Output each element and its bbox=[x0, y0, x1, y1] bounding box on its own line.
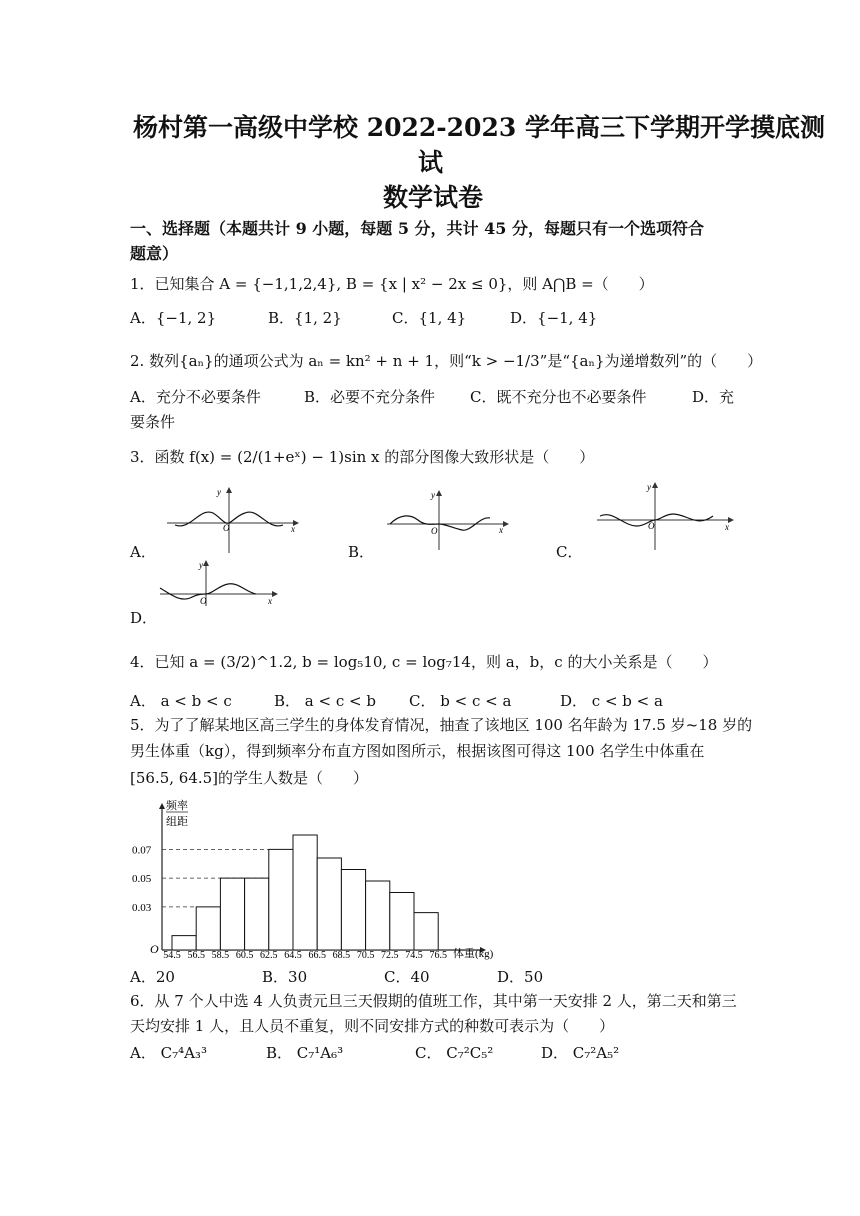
q1-stem: 1．已知集合 A = {−1,1,2,4}, B = {x | x² − 2x ≤ 0}，则 A⋂B =（ ） bbox=[130, 275, 654, 293]
q2-option-d: D．充 bbox=[692, 388, 735, 406]
histogram-y-tick: 0.07 bbox=[132, 844, 152, 857]
q5-option-a: A．20 bbox=[130, 968, 175, 986]
histogram-ylabel-bottom: 组距 bbox=[166, 816, 188, 828]
histogram-x-tick: 68.5 bbox=[332, 950, 351, 961]
q4-option-a: A． a < b < c bbox=[130, 692, 232, 710]
histogram-x-tick: 66.5 bbox=[308, 950, 326, 961]
q1-option-b: B．{1, 2} bbox=[268, 309, 342, 327]
histogram-bar bbox=[220, 878, 244, 950]
section-heading-cont: 题意） bbox=[130, 244, 179, 263]
q3-a-origin: O bbox=[223, 523, 230, 533]
subtitle: 数学试卷 bbox=[383, 183, 484, 212]
histogram-bar bbox=[172, 936, 196, 950]
histogram-origin: O bbox=[150, 942, 159, 956]
q3-c-y-label: y bbox=[647, 482, 651, 492]
q3-d-origin: O bbox=[200, 596, 207, 606]
q3-d-curve bbox=[160, 584, 256, 599]
q3-option-b: B． bbox=[348, 543, 375, 561]
q3-d-x-label: x bbox=[268, 596, 272, 606]
q6-line-2: 天均安排 1 人，且人员不重复，则不同安排方式的种数可表示为（ ） bbox=[130, 1017, 615, 1035]
histogram-y-tick: 0.05 bbox=[132, 873, 152, 886]
q2-option-a: A．充分不必要条件 bbox=[130, 388, 261, 406]
q5-line-1: 5．为了了解某地区高三学生的身体发育情况，抽查了该地区 100 名年龄为 17.5 岁~18 岁的 bbox=[130, 716, 753, 734]
q6-option-a: A． C₇⁴A₃³ bbox=[130, 1044, 207, 1062]
q2-stem: 2. 数列{aₙ}的通项公式为 aₙ = kn² + n + 1，则“k > −1/3”是“{aₙ}为递增数列”的（ ） bbox=[130, 352, 763, 370]
histogram-x-tick: 74.5 bbox=[405, 950, 423, 961]
q3-b-curve bbox=[390, 516, 490, 530]
histogram-x-tick: 56.5 bbox=[187, 950, 205, 961]
q3-b-origin: O bbox=[431, 526, 438, 536]
q3-b-y-label: y bbox=[431, 490, 435, 500]
q2-option-d-cont: 要条件 bbox=[130, 413, 176, 431]
q3-graph-b bbox=[385, 488, 510, 553]
q6-option-d: D． C₇²A₅² bbox=[541, 1044, 620, 1062]
histogram-bar bbox=[366, 881, 390, 950]
histogram-bar bbox=[269, 849, 293, 950]
q3-b-x-label: x bbox=[499, 525, 503, 535]
q3-option-c: C． bbox=[556, 543, 583, 561]
q1-option-a: A．{−1, 2} bbox=[130, 309, 217, 327]
q3-stem: 3．函数 f(x) = (2/(1+eˣ) − 1)sin x 的部分图像大致形状是（ ） bbox=[130, 448, 595, 466]
histogram-x-tick: 70.5 bbox=[356, 950, 375, 961]
histogram-x-tick: 76.5 bbox=[429, 950, 447, 961]
histogram-ylabel-top: 频率 bbox=[166, 800, 188, 812]
q5-option-b: B．30 bbox=[262, 968, 308, 986]
title-line-2: 试 bbox=[418, 148, 444, 177]
q2-option-c: C．既不充分也不必要条件 bbox=[470, 388, 647, 406]
q3-graph-d bbox=[158, 558, 280, 608]
histogram-bar bbox=[317, 858, 341, 950]
q1-option-d: D．{−1, 4} bbox=[510, 309, 598, 327]
histogram-x-tick: 72.5 bbox=[381, 950, 399, 961]
q3-a-x-label: x bbox=[291, 524, 295, 534]
histogram-bar bbox=[196, 907, 220, 950]
q3-c-origin: O bbox=[648, 521, 655, 531]
q5-option-d: D．50 bbox=[497, 968, 544, 986]
q4-option-c: C． b < c < a bbox=[409, 692, 512, 710]
title-line-1: 杨村第一高级中学校 2022-2023 学年高三下学期开学摸底测 bbox=[133, 113, 825, 142]
histogram-xlabel: 体重(kg) bbox=[453, 948, 494, 960]
q3-c-x-label: x bbox=[725, 522, 729, 532]
q3-a-y-label: y bbox=[217, 487, 221, 497]
q4-option-b: B． a < c < b bbox=[274, 692, 376, 710]
histogram-bar bbox=[390, 893, 414, 951]
q6-option-b: B． C₇¹A₆³ bbox=[266, 1044, 344, 1062]
q3-option-a: A． bbox=[130, 543, 156, 561]
q4-stem: 4．已知 a = (3/2)^1.2, b = log₅10, c = log₇14，则 a，b，c 的大小关系是（ ） bbox=[130, 653, 718, 671]
q5-line-2: 男生体重（kg），得到频率分布直方图如图所示，根据该图可得这 100 名学生中体重在 bbox=[130, 742, 705, 760]
q3-option-d: D． bbox=[130, 609, 158, 627]
histogram-bar bbox=[245, 878, 269, 950]
q5-option-c: C．40 bbox=[384, 968, 430, 986]
histogram-x-tick: 64.5 bbox=[284, 950, 302, 961]
histogram-bar bbox=[293, 835, 317, 950]
q3-graph-a bbox=[165, 485, 300, 555]
q1-option-c: C．{1, 4} bbox=[392, 309, 467, 327]
q4-option-d: D． c < b < a bbox=[560, 692, 663, 710]
q5-histogram bbox=[130, 795, 510, 965]
q3-d-y-label: y bbox=[199, 560, 203, 570]
histogram-x-tick: 62.5 bbox=[260, 950, 278, 961]
q2-option-b: B．必要不充分条件 bbox=[304, 388, 436, 406]
q3-graph-c bbox=[595, 480, 735, 552]
histogram-x-tick: 60.5 bbox=[235, 950, 254, 961]
histogram-x-tick: 58.5 bbox=[211, 950, 230, 961]
section-heading: 一、选择题（本题共计 9 小题，每题 5 分，共计 45 分，每题只有一个选项符合 bbox=[130, 219, 704, 238]
q6-option-c: C． C₇²C₅² bbox=[415, 1044, 494, 1062]
histogram-y-tick: 0.03 bbox=[132, 901, 152, 914]
q5-line-3: [56.5, 64.5]的学生人数是（ ） bbox=[130, 769, 369, 787]
histogram-x-tick: 54.5 bbox=[163, 950, 181, 961]
q6-line-1: 6．从 7 个人中选 4 人负责元旦三天假期的值班工作，其中第一天安排 2 人，第二天和第三 bbox=[130, 992, 737, 1010]
histogram-bar bbox=[341, 870, 365, 951]
histogram-bar bbox=[414, 913, 438, 950]
